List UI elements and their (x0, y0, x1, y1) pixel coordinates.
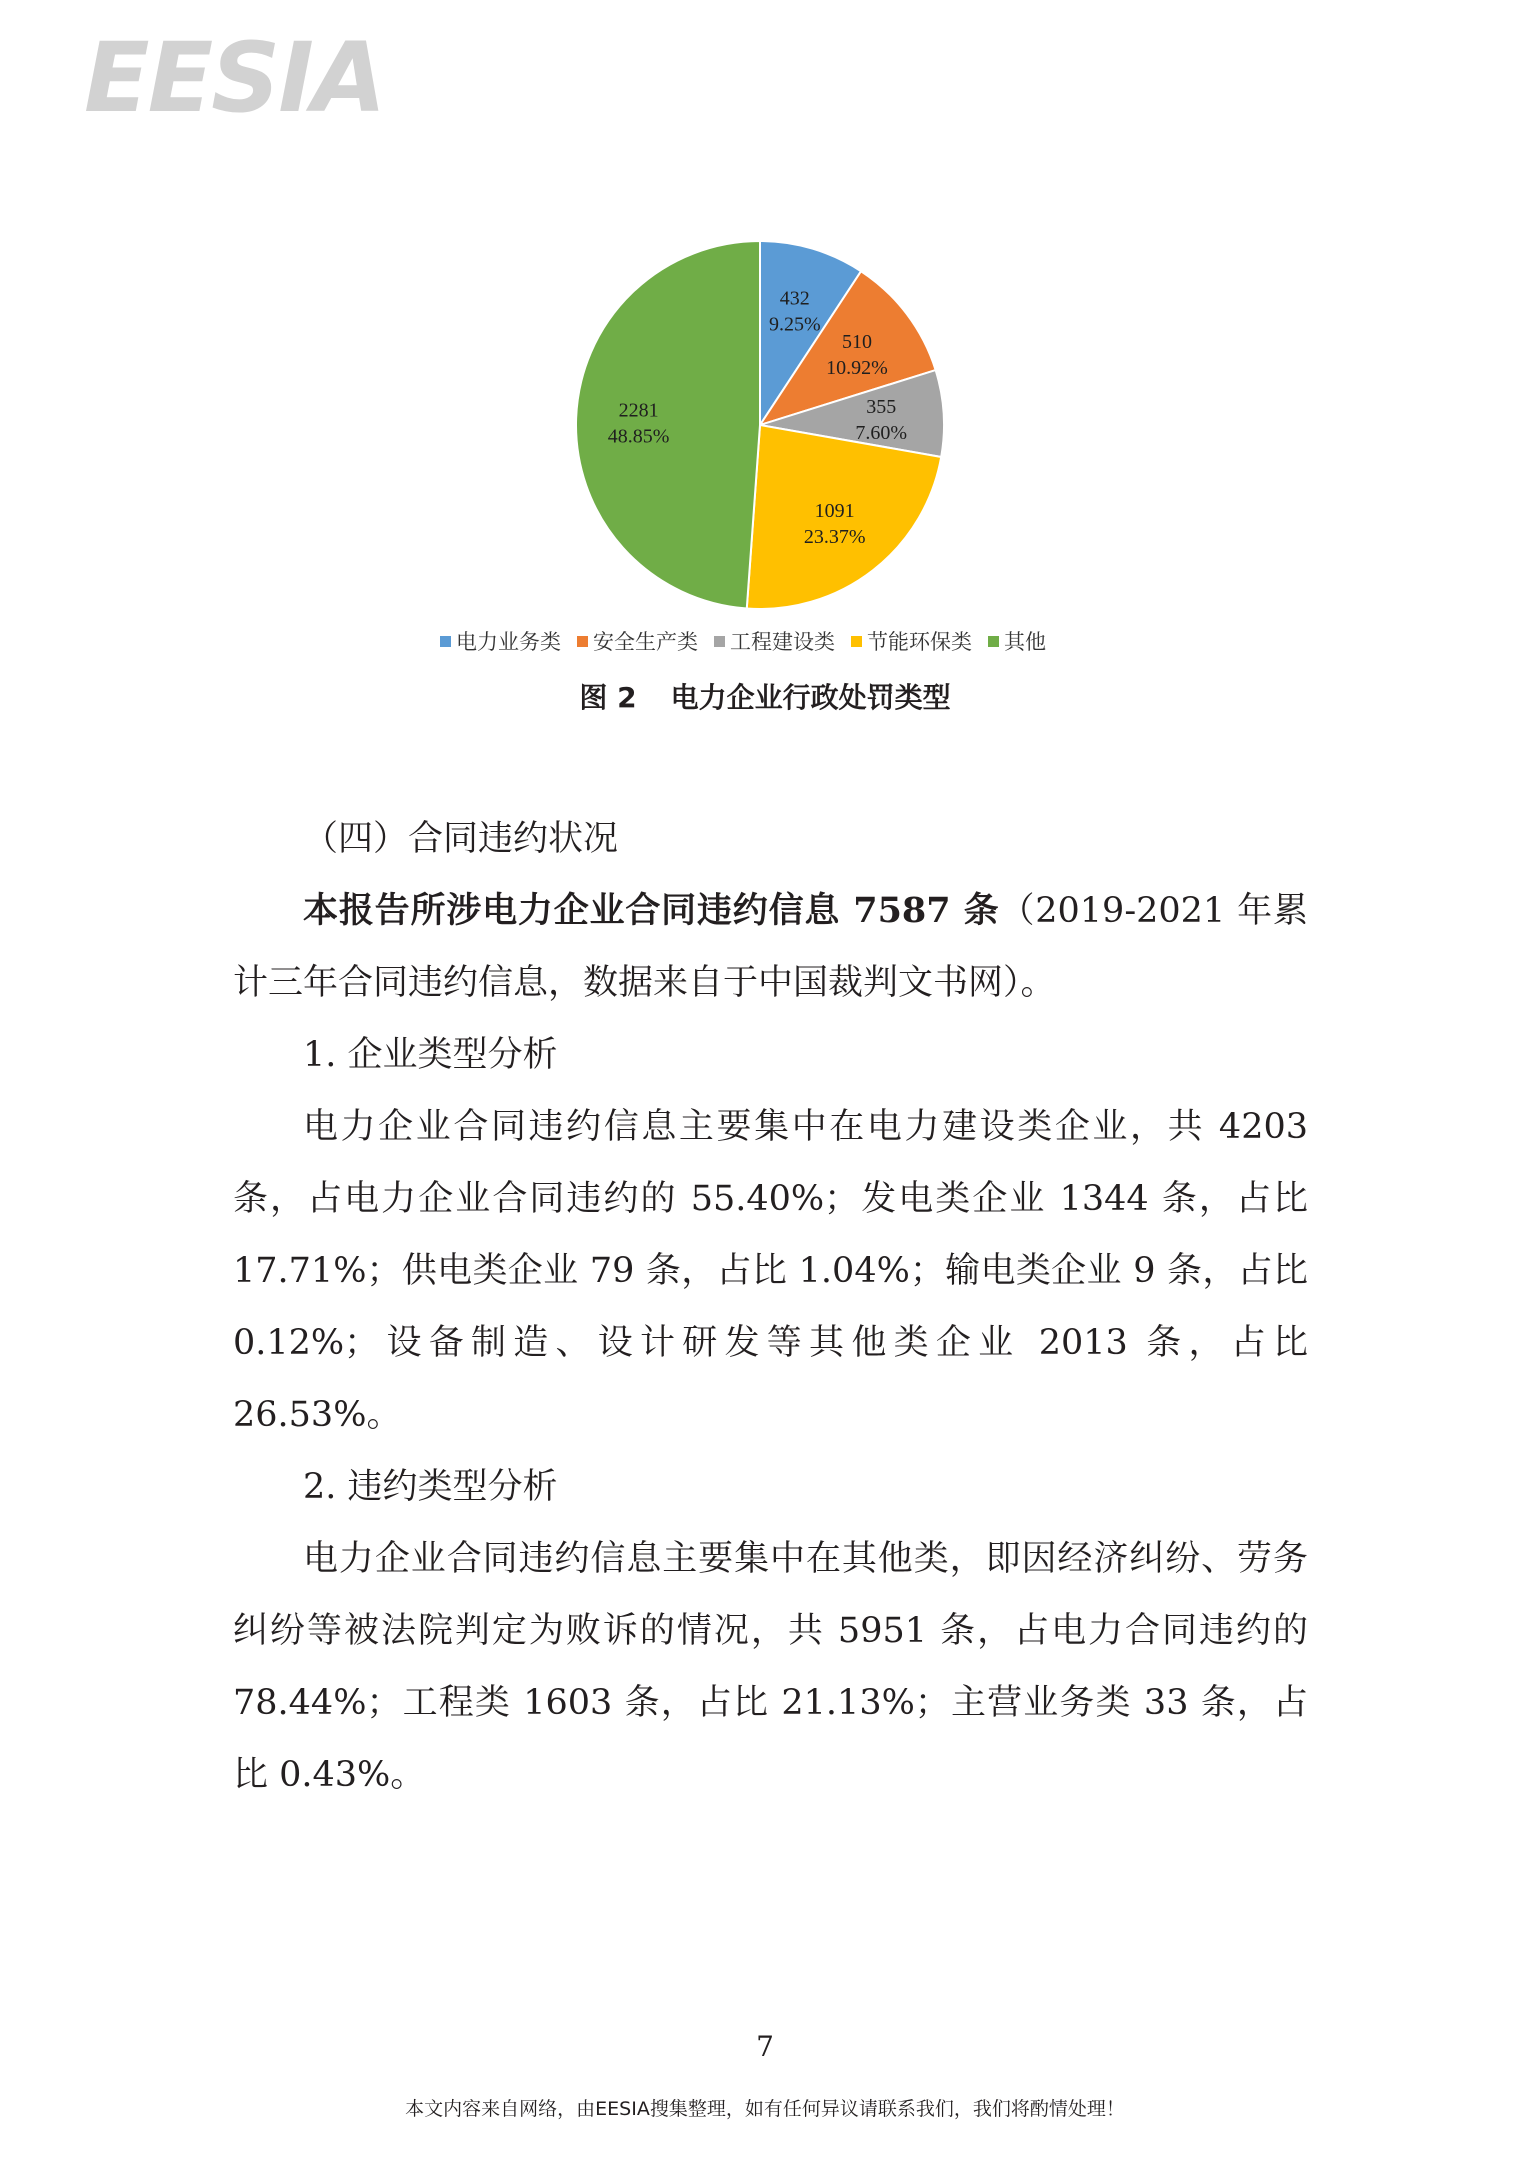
eesia-logo: EESIA (84, 22, 385, 134)
pie-percent-label: 48.85% (607, 425, 670, 448)
intro-paragraph (233, 875, 1308, 1019)
section-heading: （四）合同违约状况 (303, 819, 619, 859)
intro-rest: （2019-2021 年累计三年合同违约信息，数据来自于中国裁判文书网）。 (233, 891, 1308, 1003)
legend-label: 其他 (1004, 630, 1046, 654)
legend-item (577, 626, 698, 656)
legend-item (851, 626, 972, 656)
chart-legend (440, 626, 1140, 656)
legend-label: 安全生产类 (593, 630, 698, 654)
pie-value-label: 432 (779, 287, 810, 310)
legend-swatch (577, 636, 588, 647)
pie-percent-label: 10.92% (826, 356, 888, 379)
legend-item (714, 626, 835, 656)
subheading-enterprise-type: 1. 企业类型分析 (303, 1035, 558, 1075)
intro-bold: 本报告所涉电力企业合同违约信息 7587 条 (303, 890, 1000, 931)
legend-label: 工程建设类 (730, 630, 835, 654)
legend-swatch (440, 636, 451, 647)
figure-title: 电力企业行政处罚类型 (670, 681, 951, 714)
body-text (233, 803, 1308, 1811)
legend-item (440, 626, 561, 656)
figure-number: 图 2 (579, 681, 637, 714)
page-number: 7 (756, 2030, 774, 2063)
legend-swatch (714, 636, 725, 647)
pie-value-label: 2281 (618, 399, 659, 422)
legend-label: 节能环保类 (867, 630, 972, 654)
legend-swatch (851, 636, 862, 647)
pie-percent-label: 23.37% (803, 525, 866, 548)
paragraph-enterprise-type: 电力企业合同违约信息主要集中在电力建设类企业，共 4203 条，占电力企业合同违约的 55.40%；发电类企业 1344 条，占比 17.71%；供电类企业 79 条，占比 1.04%；输电类企业 9 条，占比 0.12%；设备制造、设计研发等其他类企业 2013 条，占比 26.53%。 (233, 1107, 1308, 1435)
paragraph-breach-type: 电力企业合同违约信息主要集中在其他类，即因经济纠纷、劳务纠纷等被法院判定为败诉的情况，共 5951 条，占电力合同违约的 78.44%；工程类 1603 条，占比 21.13%；主营业务类 33 条，占比 0.43%。 (233, 1539, 1308, 1795)
pie-value-label: 510 (841, 330, 872, 353)
legend-item (988, 626, 1046, 656)
page-footer: 本文内容来自网络，由EESIA搜集整理，如有任何异议请联系我们，我们将酌情处理！ (405, 2098, 1125, 2120)
subheading-breach-type: 2. 违约类型分析 (303, 1467, 558, 1507)
pie-percent-label: 9.25% (768, 313, 821, 336)
legend-label: 电力业务类 (456, 630, 561, 654)
pie-value-label: 355 (866, 396, 897, 419)
pie-chart (560, 225, 960, 625)
pie-percent-label: 7.60% (855, 422, 908, 445)
legend-swatch (988, 636, 999, 647)
figure-caption (0, 676, 1530, 716)
pie-value-label: 1091 (814, 499, 855, 522)
